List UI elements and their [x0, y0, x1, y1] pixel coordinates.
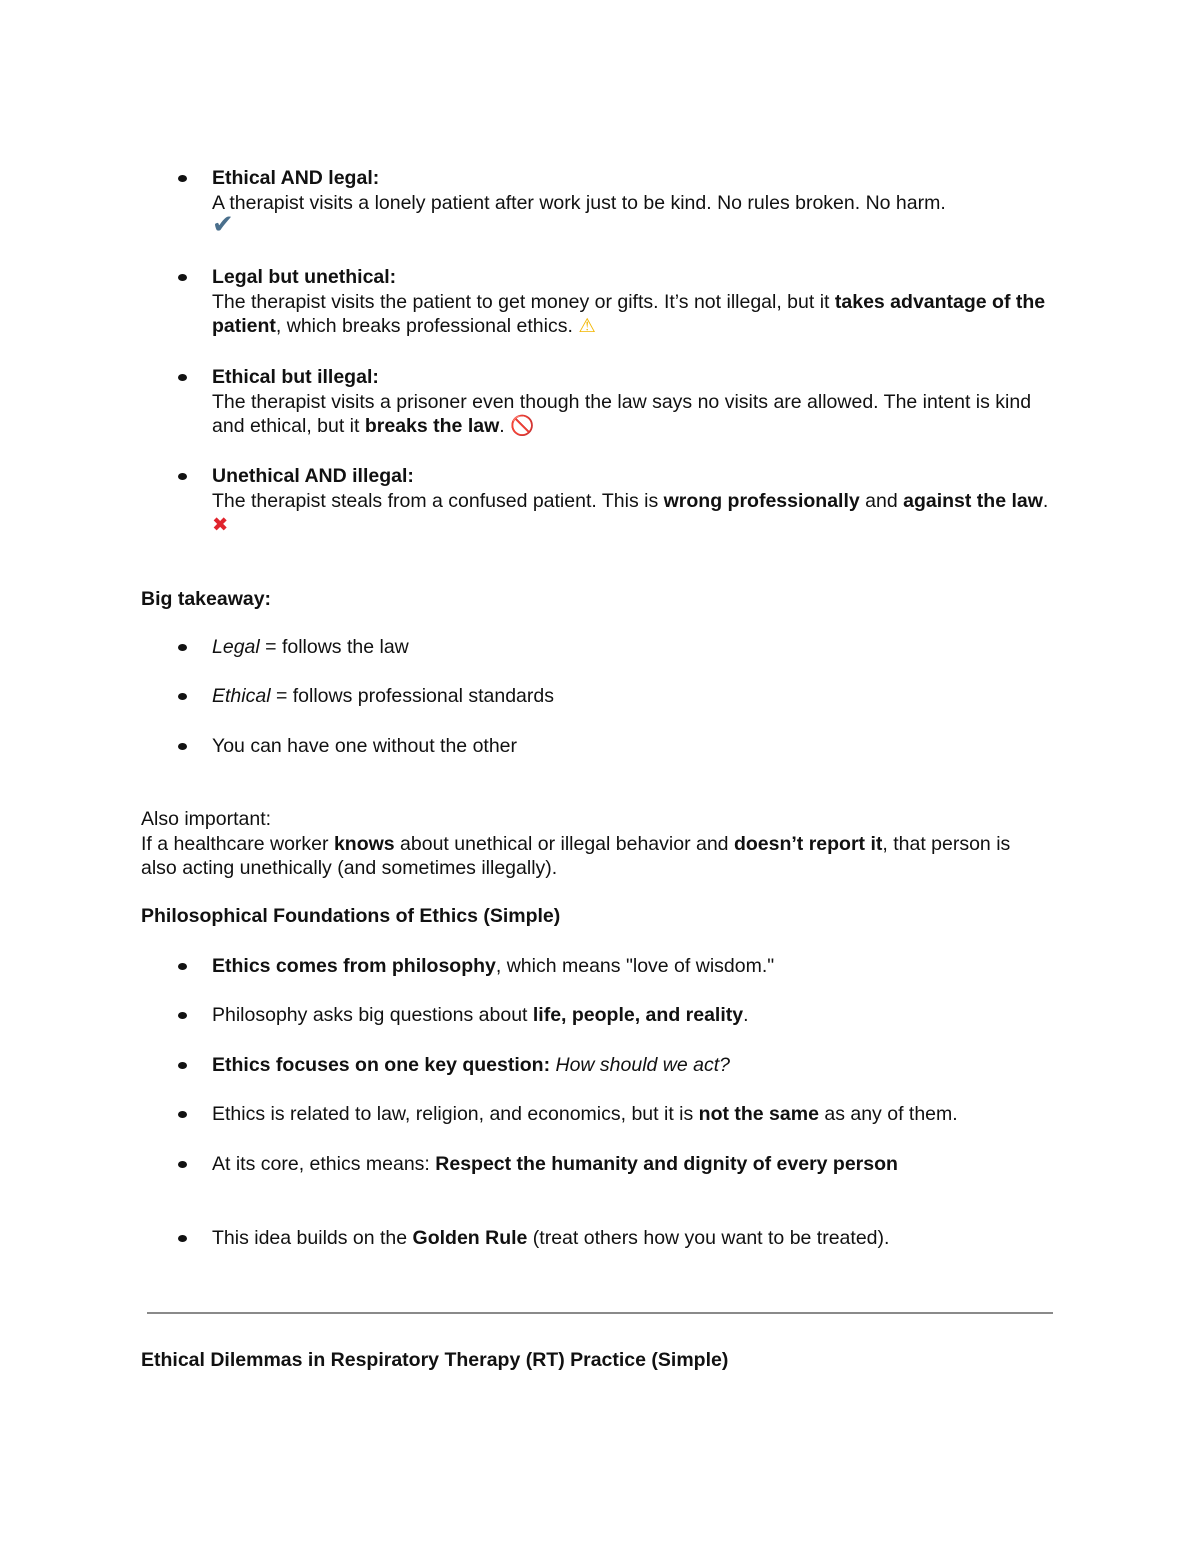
list-item: Ethics focuses on one key question: How should we act?	[141, 1053, 1061, 1078]
list-item-ethical-but-illegal	[141, 365, 1061, 439]
bullet-dot	[178, 1161, 187, 1168]
dilemmas-heading: Ethical Dilemmas in Respiratory Therapy (RT) Practice (Simple)	[141, 1349, 729, 1371]
bullet-dot	[178, 473, 187, 480]
case-title: Ethical but illegal:	[212, 366, 379, 388]
list-item-legal-but-unethical	[141, 265, 1061, 339]
also-important-label: Also important:	[141, 808, 272, 830]
case-description: A therapist visits a lonely patient after work just to be kind. No rules broken. No harm.	[212, 191, 946, 214]
list-item-ethical-and-legal	[141, 166, 1061, 240]
bullet-dot	[178, 1111, 187, 1118]
warning-icon: ⚠	[578, 314, 596, 337]
also-important-paragraph	[141, 807, 1041, 881]
bullet-dot	[178, 1062, 187, 1069]
list-item-unethical-and-illegal	[141, 464, 1061, 538]
philosophy-heading: Philosophical Foundations of Ethics (Simple)	[141, 905, 561, 927]
bullet-dot	[178, 963, 187, 970]
list-item: Ethical = follows professional standards	[141, 684, 1061, 709]
list-item: Legal = follows the law	[141, 635, 1061, 660]
check-mark-icon: ✔	[212, 210, 234, 240]
list-item: Ethics comes from philosophy, which means "love of wisdom."	[141, 954, 1061, 979]
bullet-dot	[178, 175, 187, 182]
case-title: Ethical AND legal:	[212, 167, 380, 189]
list-item: At its core, ethics means: Respect the humanity and dignity of every person	[141, 1152, 1061, 1177]
case-title: Unethical AND illegal:	[212, 465, 414, 487]
bullet-dot	[178, 1012, 187, 1019]
horizontal-divider	[147, 1312, 1053, 1314]
bullet-dot	[178, 644, 187, 651]
case-text: The therapist steals from a confused patient. This is wrong professionally and against the law. ✖	[212, 489, 1049, 536]
prohibited-icon: 🚫	[510, 414, 535, 437]
bullet-dot	[178, 693, 187, 700]
case-text: The therapist visits a prisoner even though the law says no visits are allowed. The intent is kind and ethical, but it breaks the law. 🚫	[212, 390, 1032, 437]
case-text	[212, 191, 1061, 216]
case-title: Legal but unethical:	[212, 266, 397, 288]
takeaway-heading: Big takeaway:	[141, 588, 272, 610]
bullet-dot	[178, 1235, 187, 1242]
also-important-text: If a healthcare worker knows about unethical or illegal behavior and doesn’t report it, that person is also acting unethically (and sometimes illegally).	[141, 832, 1011, 879]
cross-mark-icon: ✖	[212, 513, 229, 536]
list-item: Philosophy asks big questions about life, people, and reality.	[141, 1003, 1061, 1028]
bullet-dot	[178, 743, 187, 750]
list-item: This idea builds on the Golden Rule (treat others how you want to be treated).	[141, 1226, 1061, 1251]
case-text: The therapist visits the patient to get money or gifts. It’s not illegal, but it takes advantage of the patient, which breaks professional ethics. ⚠	[212, 290, 1046, 337]
list-item: Ethics is related to law, religion, and economics, but it is not the same as any of them.	[141, 1102, 1061, 1127]
list-item: You can have one without the other	[141, 734, 1061, 759]
bullet-dot	[178, 374, 187, 381]
bullet-dot	[178, 274, 187, 281]
